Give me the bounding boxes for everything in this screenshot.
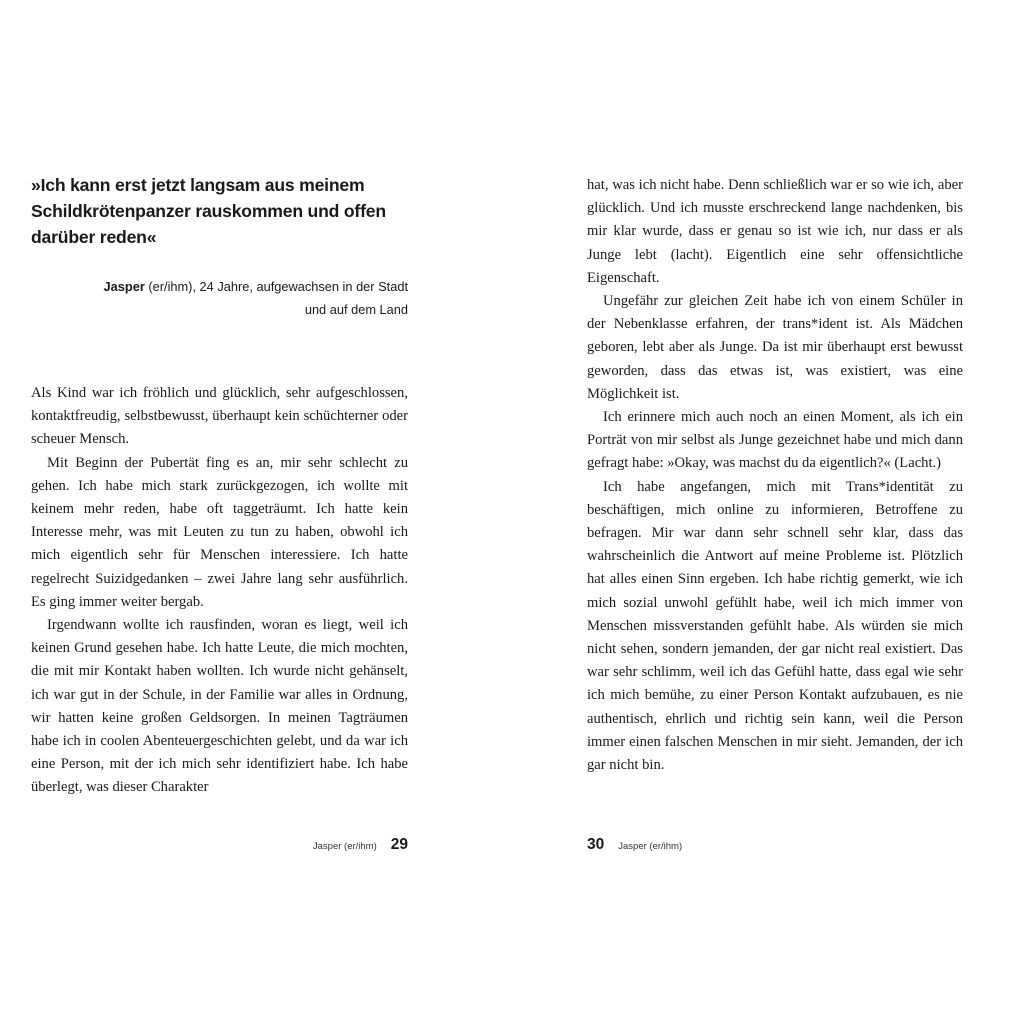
paragraph: hat, was ich nicht habe. Denn schließlich war er so wie ich, aber glücklich. Und ich musste erschreckend lange nachdenken, bis mir klar wurde, dass er genau so ist wie ich, nur dass er als Junge lebt (lacht). Eigentlich eine sehr offensichtliche Eigenschaft. (587, 177, 963, 286)
running-footer: Jasper (er/ihm) (312, 841, 377, 852)
page-number: 29 (390, 836, 408, 853)
paragraph: Ich erinnere mich auch noch an einen Moment, als ich ein Porträt von mir selbst als Junge gezeichnet habe und mich dann gefragt habe: »Okay, was machst du da eigentlich?« (Lacht.) (587, 409, 963, 472)
byline-details-line2: und auf dem Land (304, 302, 408, 317)
paragraph: Irgendwann wollte ich rausfinden, woran es liegt, weil ich keinen Grund gesehen habe. Ich hatte Leute, die mich mochten, die mit mir Kontakt haben wollten. Ich wurde nicht gehänselt, ich war gut in der Schule, in der Familie war alles in Ordnung, wir hatten keine großen Geldsorgen. In meinen Tagträumen habe ich in coolen Abenteuergeschichten gelebt, und da war ich eine Person, mit der ich mich sehr identifiziert habe. Ich habe überlegt, was dieser Charakter (31, 617, 408, 796)
left-page-footer (313, 836, 408, 854)
byline (78, 275, 408, 321)
byline-name: Jasper (103, 279, 145, 294)
left-page (31, 0, 408, 1024)
byline-details: (er/ihm), 24 Jahre, aufgewachsen in der Stadt (144, 279, 408, 294)
paragraph: Als Kind war ich fröhlich und glücklich, sehr aufgeschlossen, kontaktfreudig, selbstbewusst, überhaupt kein schüchterner oder scheuer Mensch. (31, 385, 408, 448)
page-number: 30 (587, 836, 605, 853)
paragraph: Mit Beginn der Pubertät fing es an, mir sehr schlecht zu gehen. Ich habe mich stark zurückgezogen, ich wollte mit keinem mehr reden, habe oft taggeträumt. Ich hatte kein Interesse mehr, was mit Leuten zu tun zu haben, obwohl ich mich eigentlich sehr für Menschen interessiere. Ich hatte regelrecht Suizidgedanken – zwei Jahre lang sehr ausführlich. Es ging immer weiter bergab. (31, 454, 408, 610)
left-body-text (31, 382, 408, 800)
running-footer: Jasper (er/ihm) (618, 841, 683, 852)
paragraph: Ungefähr zur gleichen Zeit habe ich von einem Schüler in der Nebenklasse erfahren, der trans*ident ist. Als Mädchen geboren, lebt aber als Junge. Da ist mir überhaupt erst bewusst geworden, dass das etwas ist, was existiert, was eine Möglichkeit ist. (587, 293, 963, 402)
chapter-heading: »Ich kann erst jetzt langsam aus meinem Schildkrötenpanzer rauskommen und offen darüber reden« (31, 175, 386, 247)
paragraph: Ich habe angefangen, mich mit Trans*identität zu beschäftigen, mich online zu informieren, Betroffene zu befragen. Mir war dann sehr schnell sehr klar, dass das wahrscheinlich die Antwort auf meine Probleme ist. Plötzlich hat alles einen Sinn ergeben. Ich habe richtig gemerkt, wie ich mich sozial unwohl gefühlt habe, weil ich mich immer von Menschen missverstanden gefühlt habe. Als würden sie mich nicht sehen, sondern jemanden, der gar nicht real existiert. Das war sehr schlimm, weil ich das Gefühl hatte, dass egal wie sehr ich mich bemühe, zu einer Person Kontakt aufzubauen, es nie authentisch, ehrlich und richtig sein kann, weil die Person immer einen falschen Menschen in mir sieht. Jemanden, der ich gar nicht bin. (587, 478, 963, 774)
right-page (587, 0, 963, 1024)
right-page-footer (587, 836, 682, 854)
right-body-text (587, 174, 963, 777)
